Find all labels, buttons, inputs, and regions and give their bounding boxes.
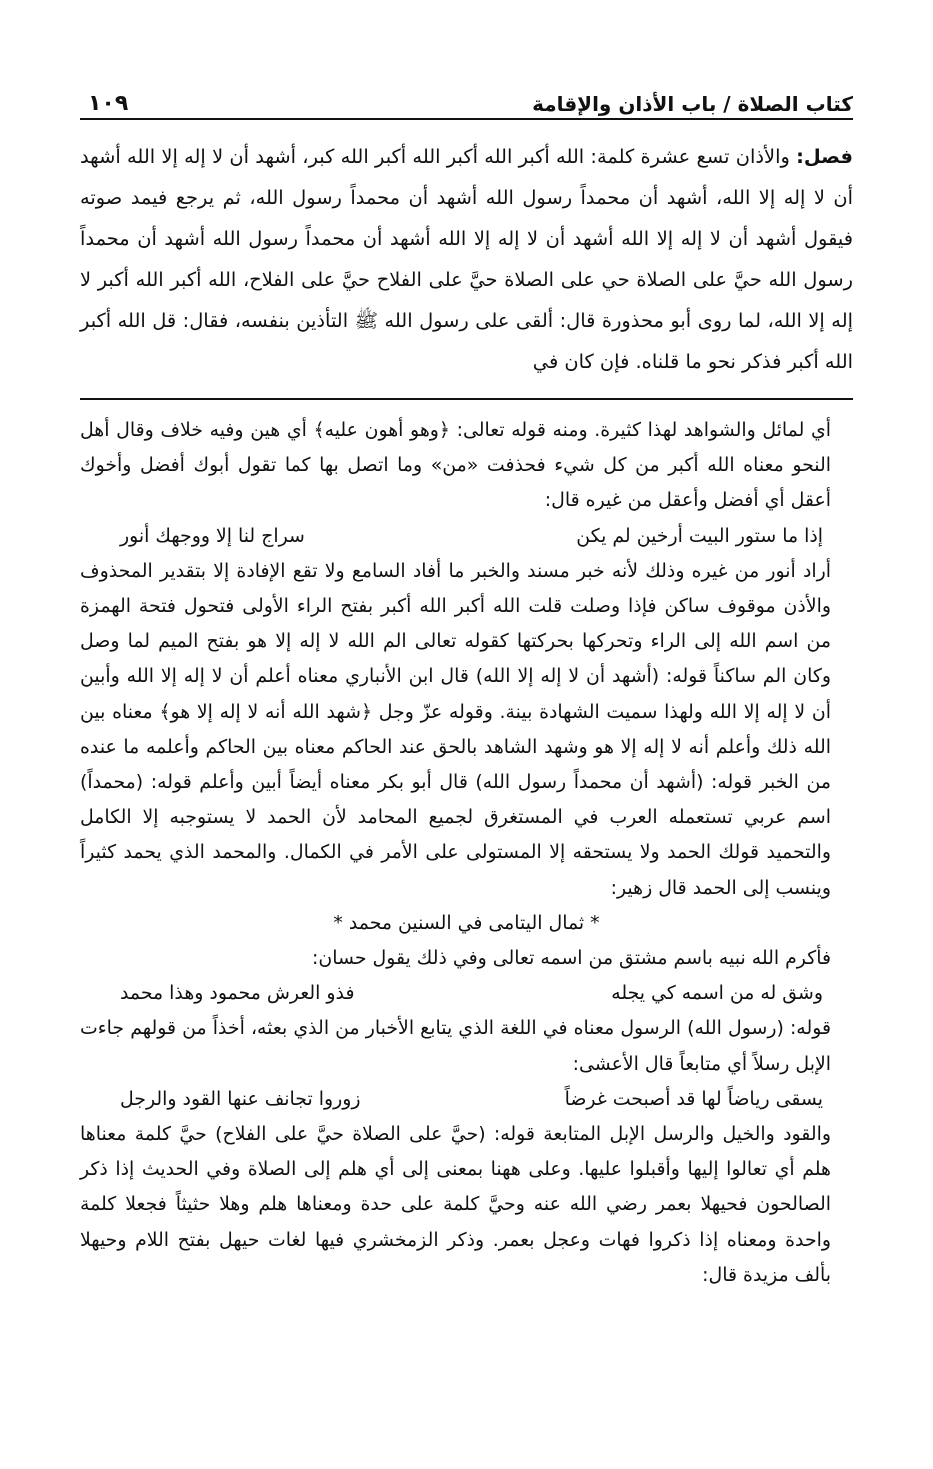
- verse-3-first-hemistich: وشق له من اسمه كي يجله: [611, 982, 823, 1005]
- poetry-verse-2: * ثمال اليتامى في السنين محمد *: [333, 911, 600, 934]
- verse-1-second-hemistich: سراج لنا إلا ووجهك أنور: [120, 524, 305, 547]
- commentary-paragraph-2: أراد أنور من غيره وذلك لأنه خبر مسند والخبر ما أفاد السامع ولا تقع الإفادة إلا بتقدير المحذوف والأذن موقوف ساكن فإذا وصلت قلت الله أكبر الله أكبر بفتح الراء الأولى فتحول فتحة الهمزة من اسم الله إلى الراء وتحركها بحركتها كقوله تعالى الم الله لا إله إلا هو بفتح الميم لما وصل وكان الم ساكناً قوله: (أشهد أن لا إله إلا الله) قال ابن الأنباري معناه أعلم أن لا إله إلا الله وأبين أن لا إله إلا الله ولهذا سميت الشهادة بينة. وقوله عزّ وجل ﴿شهد الله أنه لا إله إلا هو﴾ معناه بين الله ذلك وأعلم أنه لا إله إلا هو وشهد الشاهد بالحق عند الحاكم معناه بين الحاكم وأعلمه ما عنده من الخبر قوله: (أشهد أن محمداً رسول الله) قال أبو بكر معناه أيضاً أبين وأعلم قوله: (محمداً) اسم عربي تستعمله العرب في المستغرق لجميع المحامد لأن الحمد لا يستوجبه إلا الكامل والتحميد قولك الحمد ولا يستحقه إلا المستولى على الأمر في الكمال. والمحمد الذي يحمد كثيراً وينسب إلى الحمد قال زهير:: [80, 559, 831, 899]
- running-title: كتاب الصلاة / باب الأذان والإقامة: [532, 92, 853, 116]
- verse-3-second-hemistich: فذو العرش محمود وهذا محمد: [120, 982, 355, 1005]
- verse-1-first-hemistich: إذا ما ستور البيت أرخين لم يكن: [576, 524, 823, 547]
- commentary-paragraph-4: قوله: (رسول الله) الرسول معناه في اللغة الذي يتابع الأخبار من الذي بعثه، أخذاً من قولهم جاءت الإبل رسلاً أي متابعاً قال الأعشى:: [80, 1017, 831, 1075]
- main-text: [80, 136, 853, 382]
- poetry-verse-4: [80, 1082, 853, 1117]
- page-header: [88, 86, 853, 116]
- main-body: والأذان تسع عشرة كلمة: الله أكبر الله أكبر الله أكبر الله كبر، أشهد أن لا إله إلا الله أشهد أن لا إله إلا الله، أشهد أن محمداً رسول الله أشهد أن محمداً رسول الله، ثم يرجع فيمد صوته فيقول أشهد أن لا إله إلا الله أشهد أن لا إله إلا الله أشهد أن محمداً رسول الله أشهد أن محمداً رسول الله حيَّ على الصلاة حي على الصلاة حيَّ على الفلاح حيَّ على الفلاح، الله أكبر الله أكبر لا إله إلا الله، لما روى أبو محذورة قال: ألقى على رسول الله ﷺ التأذين بنفسه، فقال: قل الله أكبر الله أكبر فذكر نحو ما قلناه. فإن كان في: [80, 145, 853, 373]
- poetry-verse-3: [80, 976, 853, 1011]
- commentary-paragraph-3: فأكرم الله نبيه باسم مشتق من اسمه تعالى وفي ذلك يقول حسان:: [311, 947, 831, 970]
- footnote-divider: [80, 398, 853, 400]
- section-heading: فصل:: [796, 145, 853, 168]
- page-number: ١٠٩: [88, 91, 129, 116]
- commentary-paragraph-5: والقود والخيل والرسل الإبل المتابعة قوله: (حيَّ على الصلاة حيَّ على الفلاح) حيَّ كلمة معناها هلم أي تعالوا إليها وأقبلوا عليها. وعلى ههنا بمعنى إلى أي هلم إلى الصلاة وفي الحديث إذا ذكر الصالحون فحيهلا بعمر رضي الله عنه وحيَّ كلمة على حدة ومعناها هلم وهلا حثيثاً فجعلا كلمة واحدة ومعناه إذا ذكروا فهات وعجل بعمر. وذكر الزمخشري فيها لغات حيهل بفتح اللام وحيهلا بألف مزيدة قال:: [80, 1123, 831, 1286]
- main-paragraph: [80, 136, 853, 382]
- verse-4-first-hemistich: يسقى رياضاً لها قد أصبحت غرضاً: [564, 1087, 823, 1110]
- verse-4-second-hemistich: زوروا تجانف عنها القود والرجل: [120, 1087, 361, 1110]
- commentary-paragraph-1: أي لمائل والشواهد لهذا كثيرة. ومنه قوله تعالى: ﴿وهو أهون عليه﴾ أي هين وفيه خلاف وقال أهل النحو معناه الله أكبر من كل شيء فحذفت «من» وما اتصل بها كما تقول أبوك أفضل وأخوك أعقل أي أفضل وأعقل من غيره قال:: [80, 419, 831, 512]
- commentary: [80, 413, 853, 1293]
- poetry-verse-1: [80, 519, 853, 554]
- header-rule: [80, 118, 853, 120]
